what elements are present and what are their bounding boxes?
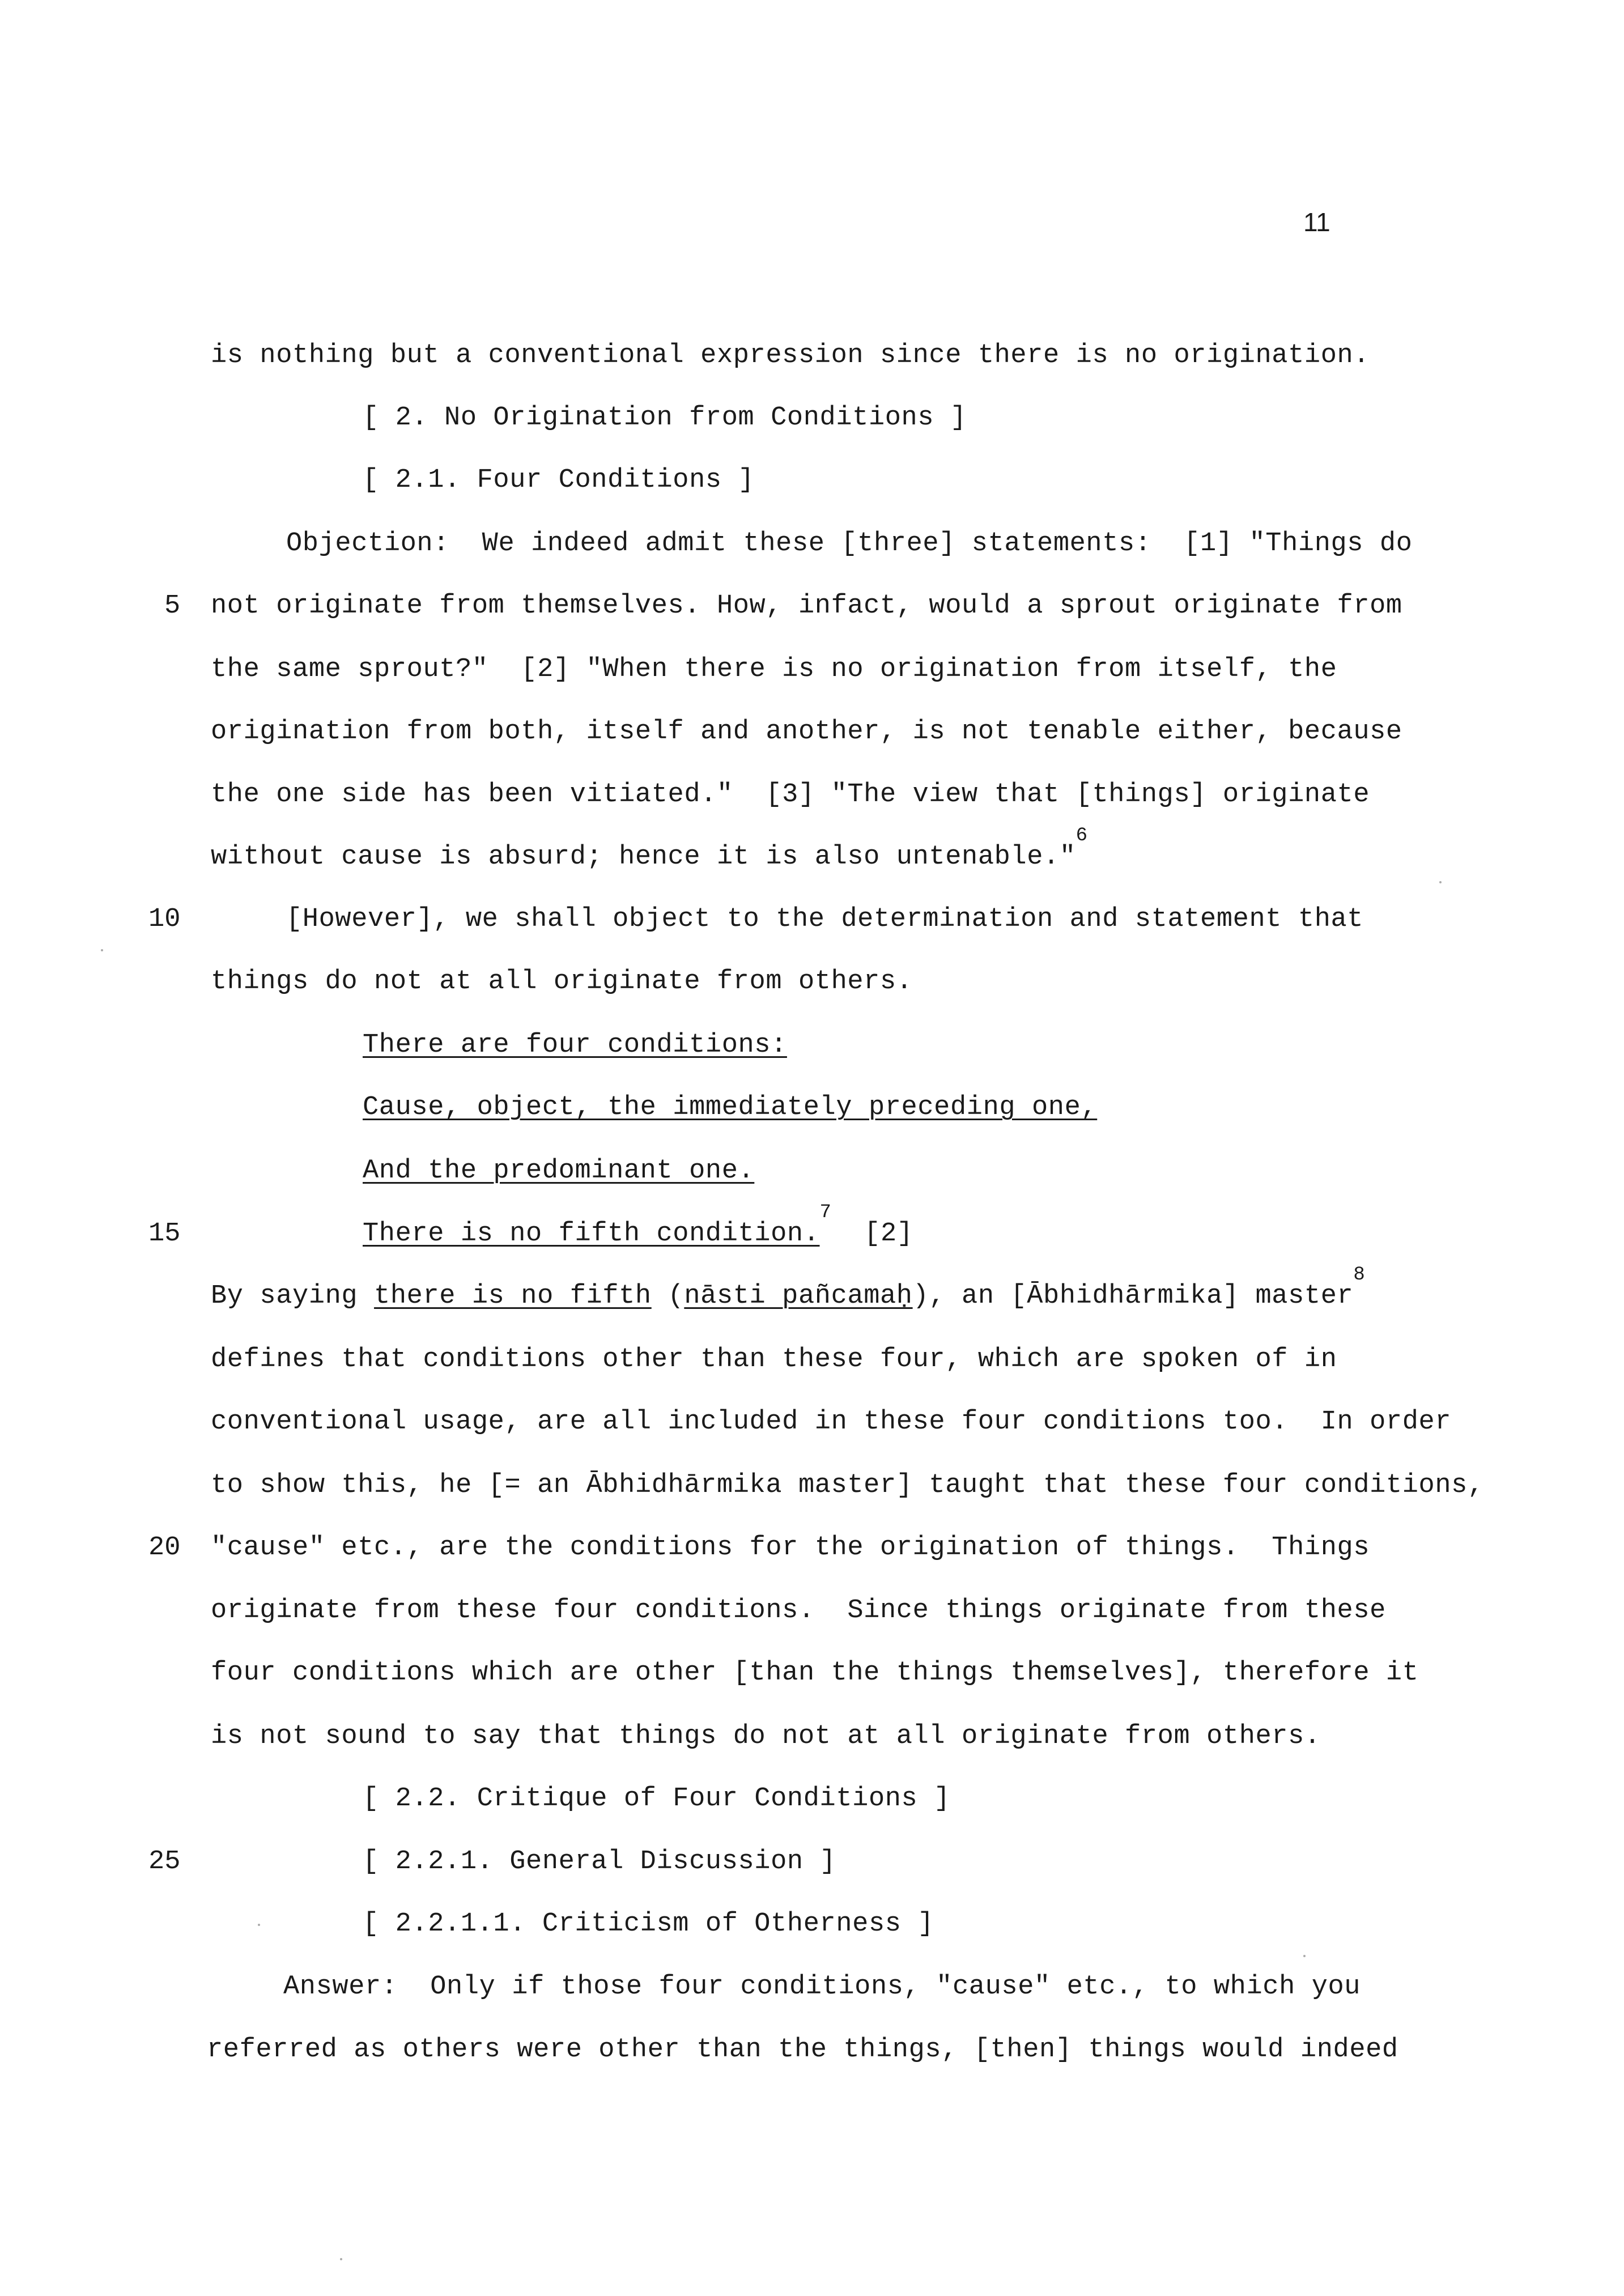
text-line-11: things do not at all originate from others. <box>211 967 913 997</box>
text-line-16-a: By saying <box>211 1281 375 1311</box>
text-line-20: "cause" etc., are the conditions for the origination of things. Things <box>211 1533 1370 1563</box>
verse-line-4-body: There is no fifth condition. <box>363 1219 820 1249</box>
verse-line-3: And the predominant one. <box>363 1156 755 1186</box>
text-line-5: not originate from themselves. How, infact, would a sprout originate from <box>211 591 1402 621</box>
text-line-8: the one side has been vitiated." [3] "The view that [things] originate <box>211 780 1370 810</box>
section-heading-2-2: [ 2.2. Critique of Four Conditions ] <box>363 1784 950 1814</box>
text-line-23: is not sound to say that things do not at all originate from others. <box>211 1721 1321 1751</box>
line-number-10: 10 <box>148 904 181 934</box>
text-line-10: [However], we shall object to the determination and statement that <box>286 904 1364 934</box>
text-line-22: four conditions which are other [than the things themselves], therefore it <box>211 1658 1419 1688</box>
text-line-16-c: ( <box>651 1281 685 1311</box>
section-heading-2-1: [ 2.1. Four Conditions ] <box>363 465 755 495</box>
text-line-28: referred as others were other than the things, [then] things would indeed <box>207 2035 1398 2065</box>
text-line-17: defines that conditions other than these four, which are spoken of in <box>211 1345 1337 1375</box>
text-line-1: is nothing but a conventional expression since there is no origination. <box>211 341 1370 371</box>
section-heading-2: [ 2. No Origination from Conditions ] <box>363 403 967 433</box>
footnote-marker-8: 8 <box>1353 1264 1366 1286</box>
scan-speck <box>340 2258 342 2260</box>
text-line-6: the same sprout?" [2] "When there is no origination from itself, the <box>211 654 1337 684</box>
line-number-25: 25 <box>148 1847 181 1877</box>
page-number: 11 <box>1303 207 1330 237</box>
verse-line-4 <box>363 1202 913 1251</box>
quoted-phrase: there is no fifth <box>374 1281 652 1311</box>
section-heading-2-2-1: [ 2.2.1. General Discussion ] <box>363 1847 836 1877</box>
scan-speck <box>1439 881 1442 883</box>
text-line-9-body: without cause is absurd; hence it is also untenable." <box>211 842 1076 872</box>
footnote-marker-7: 7 <box>819 1202 832 1223</box>
text-line-27: Answer: Only if those four conditions, "cause" etc., to which you <box>283 1972 1361 2002</box>
line-number-5: 5 <box>164 591 181 621</box>
verse-line-1: There are four conditions: <box>363 1030 787 1060</box>
text-line-21: originate from these four conditions. Since things originate from these <box>211 1596 1386 1626</box>
section-heading-2-2-1-1: [ 2.2.1.1. Criticism of Otherness ] <box>363 1909 934 1939</box>
text-line-16 <box>211 1264 1366 1313</box>
text-line-4: Objection: We indeed admit these [three] statements: [1] "Things do <box>286 529 1413 559</box>
scan-speck <box>101 949 103 951</box>
text-line-16-e: ), an [Ābhidhārmika] master <box>912 1281 1354 1311</box>
scan-speck <box>1303 1955 1306 1957</box>
scan-speck <box>258 1924 260 1926</box>
text-line-19: to show this, he [= an Ābhidhārmika master] taught that these four conditions, <box>211 1470 1484 1500</box>
verse-line-2: Cause, object, the immediately preceding one, <box>363 1092 1098 1123</box>
sanskrit-phrase: nāsti pañcamaḥ <box>684 1281 913 1311</box>
line-number-20: 20 <box>148 1533 181 1563</box>
footnote-marker-6: 6 <box>1075 825 1088 847</box>
text-line-18: conventional usage, are all included in these four conditions too. In order <box>211 1407 1452 1437</box>
text-line-7: origination from both, itself and another, is not tenable either, because <box>211 717 1402 747</box>
verse-reference: [2] <box>864 1219 913 1249</box>
line-number-15: 15 <box>148 1219 181 1249</box>
text-line-9 <box>211 825 1088 874</box>
